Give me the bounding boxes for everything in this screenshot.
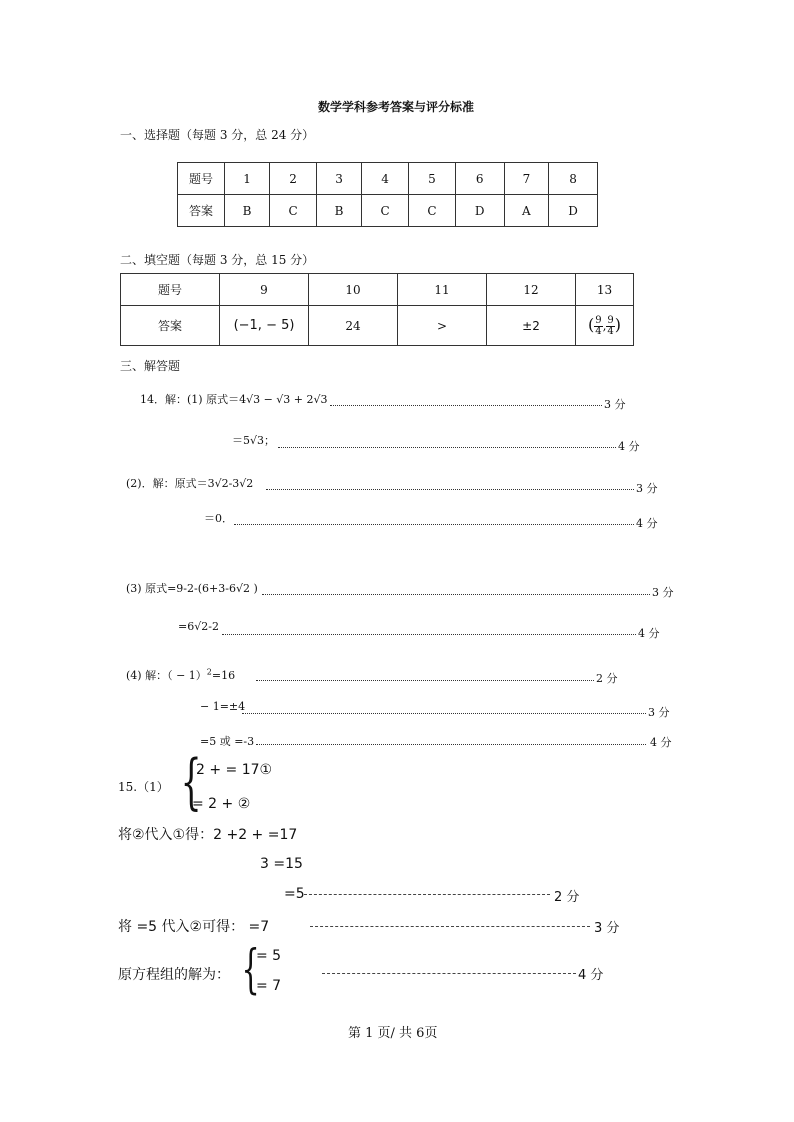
- score-3: 3 分: [594, 921, 620, 936]
- leader-dots: [256, 744, 646, 745]
- table2-num-11: 11: [398, 274, 487, 306]
- table1-ans-5: C: [409, 195, 456, 227]
- leader-dashes: [310, 926, 590, 927]
- leader-dots: [266, 489, 634, 490]
- q14-2-line2: ＝0．: [204, 512, 233, 525]
- ans13-y-den: 4: [607, 325, 614, 337]
- score-4: 4 分: [636, 517, 658, 530]
- leader-dots: [242, 713, 646, 714]
- table2-num-12: 12: [487, 274, 576, 306]
- table1-ans-7: A: [504, 195, 548, 227]
- q15-solution-label: 原方程组的解为：: [118, 967, 230, 983]
- table2-num-9: 9: [220, 274, 309, 306]
- leader-dots: [278, 447, 616, 448]
- leader-dots: [222, 634, 636, 635]
- leader-dots: [234, 524, 634, 525]
- q14-4-line2: − 1=±4: [200, 700, 246, 713]
- ans13-x-num: 9: [595, 314, 602, 326]
- q15-label: 15.（1）: [118, 780, 169, 794]
- score-4: 4 分: [650, 736, 672, 749]
- table2-header-a: 答案: [121, 306, 220, 346]
- table1-num-2: 2: [270, 163, 317, 195]
- q15-step-4: 将 =5 代入②可得： =7: [118, 919, 270, 935]
- leader-dashes: [304, 894, 550, 895]
- section1-heading: 一、选择题（每题 3 分，总 24 分）: [120, 128, 315, 142]
- table1-num-6: 6: [455, 163, 504, 195]
- score-4: 4 分: [638, 627, 660, 640]
- table1-header-a: 答案: [178, 195, 225, 227]
- table2-ans-10: 24: [309, 306, 398, 346]
- table2-ans-12: ±2: [487, 306, 576, 346]
- table1-num-8: 8: [549, 163, 598, 195]
- q14-1-line1: 14．解：(1) 原式＝4√3 − √3 + 2√3: [140, 393, 328, 406]
- table1-num-7: 7: [504, 163, 548, 195]
- table1-ans-1: B: [225, 195, 270, 227]
- leader-dots: [262, 594, 650, 595]
- q15-solution-x: = 5: [256, 948, 282, 964]
- table1-num-4: 4: [362, 163, 409, 195]
- score-4: 4 分: [618, 440, 640, 453]
- table1-num-3: 3: [317, 163, 362, 195]
- table1-ans-3: B: [317, 195, 362, 227]
- leader-dashes: [322, 973, 576, 974]
- q14-4-exponent: 2: [206, 667, 212, 677]
- score-3: 3 分: [648, 706, 670, 719]
- table1-ans-6: D: [455, 195, 504, 227]
- table1-num-1: 1: [225, 163, 270, 195]
- leader-dots: [256, 680, 594, 681]
- table2-ans-13: ( $\frac{9}{4}$ , $\frac{9}{4}$ ): [576, 306, 634, 346]
- table2-ans-11: >: [398, 306, 487, 346]
- table2-header-q: 题号: [121, 274, 220, 306]
- table2-num-10: 10: [309, 274, 398, 306]
- q14-4-rhs: =16: [211, 669, 236, 682]
- fill-answer-table: [120, 273, 634, 346]
- q15-equation-1: 2 + = 17①: [196, 762, 273, 778]
- choice-answer-table: [177, 162, 598, 227]
- q14-3-line1: (3) 原式=9-2-(6+3-6√2 ): [126, 582, 258, 595]
- score-2: 2 分: [596, 672, 618, 685]
- score-3: 3 分: [604, 398, 626, 411]
- q14-4-lhs: (4) 解：（ − 1）: [126, 669, 207, 682]
- page-title: 数学学科参考答案与评分标准: [318, 100, 475, 114]
- table2-num-13: 13: [576, 274, 634, 306]
- table2-ans-9: (−1, − 5): [220, 306, 309, 346]
- q14-3-line2: =6√2-2: [178, 620, 219, 633]
- ans13-x-den: 4: [595, 325, 602, 337]
- page-footer: 第 1 页/ 共 6页: [348, 1026, 438, 1041]
- score-4: 4 分: [578, 968, 604, 983]
- section3-heading: 三、解答题: [120, 359, 181, 373]
- q15-step-3: =5: [284, 886, 305, 902]
- q14-4-line3: =5 或 =-3: [200, 735, 255, 748]
- leader-dots: [330, 405, 602, 406]
- q15-equation-2: = 2 + ②: [192, 796, 251, 812]
- q14-2-line1: (2)．解：原式＝3√2-3√2: [126, 477, 254, 490]
- q15-step-1: 将②代入①得：2 +2 + =17: [118, 827, 298, 843]
- q14-1-line2: ＝5√3；: [232, 434, 276, 447]
- table1-num-5: 5: [409, 163, 456, 195]
- q14-4-line1: [126, 667, 235, 683]
- q15-solution-y: = 7: [256, 978, 282, 994]
- q15-step-2: 3 =15: [260, 856, 303, 872]
- system-brace: {: [180, 747, 202, 817]
- ans13-y-num: 9: [607, 314, 614, 326]
- table1-header-q: 题号: [178, 163, 225, 195]
- section2-heading: 二、填空题（每题 3 分，总 15 分）: [120, 253, 315, 267]
- score-2: 2 分: [554, 890, 580, 905]
- score-3: 3 分: [652, 586, 674, 599]
- score-3: 3 分: [636, 482, 658, 495]
- table1-ans-4: C: [362, 195, 409, 227]
- solution-brace: {: [241, 940, 260, 1000]
- table1-ans-2: C: [270, 195, 317, 227]
- table1-ans-8: D: [549, 195, 598, 227]
